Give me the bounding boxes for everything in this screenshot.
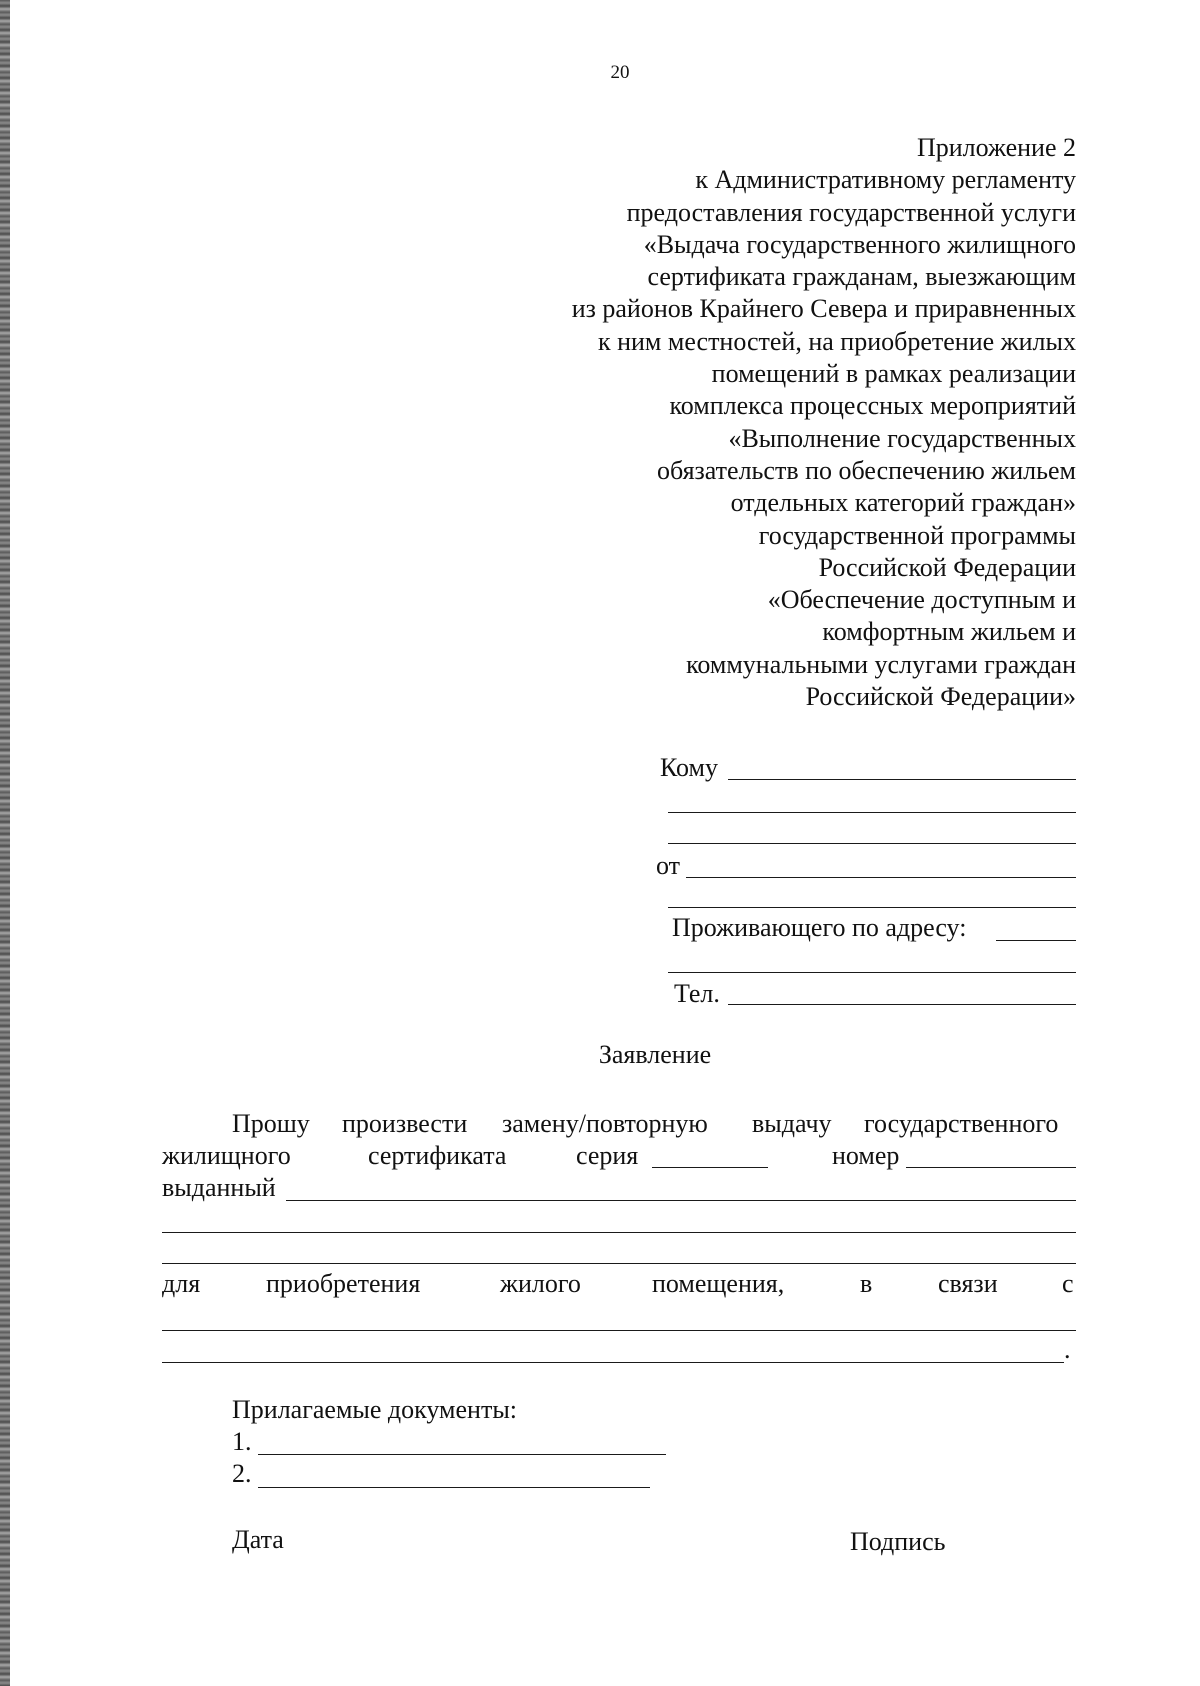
purpose-word: в [860,1269,873,1298]
date-label: Дата [232,1525,284,1554]
to-field-line-3[interactable] [668,843,1076,844]
appendix-line: «Обеспечение доступным и [767,585,1076,615]
issued-label: выданный [162,1173,276,1202]
address-field[interactable] [996,940,1076,941]
appendix-line: из районов Крайнего Севера и приравненных [571,294,1076,324]
request-word: государственного [864,1109,1059,1138]
purpose-word: связи [938,1269,998,1298]
attachments-heading: Прилагаемые документы: [232,1395,518,1424]
appendix-line: «Выдача государственного жилищного [643,229,1076,259]
appendix-line: отдельных категорий граждан» [730,488,1076,518]
purpose-word: помещения, [652,1269,785,1298]
request-word: произвести [342,1109,468,1138]
issued-field[interactable] [286,1200,1076,1201]
page-number: 20 [610,62,630,83]
appendix-line: Российской Федерации» [805,682,1076,712]
appendix-line: комфортным жильем и [822,617,1076,647]
phone-field[interactable] [728,1004,1076,1005]
request-word: жилищного [162,1141,291,1170]
phone-label: Тел. [674,979,720,1008]
series-field[interactable] [652,1167,768,1168]
appendix-line: государственной программы [758,520,1076,550]
number-label: номер [832,1141,900,1170]
request-word: замену/повторную [502,1109,708,1138]
reason-field[interactable] [162,1330,1076,1331]
appendix-line: Российской Федерации [818,552,1076,582]
appendix-line: комплекса процессных мероприятий [669,391,1076,421]
issued-field-line-3[interactable] [162,1263,1076,1264]
attachment-field-1[interactable] [258,1454,666,1455]
appendix-header [436,132,1076,713]
to-field-line-2[interactable] [668,812,1076,813]
address-field-line-2[interactable] [668,972,1076,973]
series-label: серия [576,1141,639,1170]
appendix-line: Приложение 2 [916,133,1076,162]
appendix-line: к ним местностей, на приобретение жилых [597,326,1076,356]
from-field[interactable] [686,877,1076,878]
appendix-line: предоставления государственной услуги [626,197,1076,227]
request-word: сертификата [368,1141,507,1170]
to-label: Кому [660,753,719,782]
attachment-field-2[interactable] [258,1487,650,1488]
to-field[interactable] [728,779,1076,780]
appendix-line: обязательств по обеспечению жильем [657,455,1076,485]
number-field[interactable] [906,1167,1076,1168]
purpose-word: с [1062,1269,1074,1298]
issued-field-line-2[interactable] [162,1232,1076,1233]
from-field-line-2[interactable] [668,907,1076,908]
purpose-word: для [162,1269,201,1298]
appendix-line: помещений в рамках реализации [711,359,1076,389]
attachment-item-number: 1. [232,1427,252,1456]
appendix-line: к Административному регламенту [695,165,1076,195]
address-label: Проживающего по адресу: [672,913,967,942]
end-period: . [1064,1335,1071,1364]
document-title: Заявление [598,1040,712,1069]
appendix-line: сертификата гражданам, выезжающим [647,262,1076,292]
attachment-item-number: 2. [232,1459,252,1488]
appendix-line: «Выполнение государственных [728,423,1076,453]
request-word: Прошу [232,1109,310,1138]
request-word: выдачу [752,1109,832,1138]
from-label: от [656,851,681,880]
appendix-line: коммунальными услугами граждан [686,649,1076,679]
signature-label: Подпись [850,1527,946,1556]
reason-field-line-2[interactable] [162,1362,1064,1363]
scan-edge [0,0,10,1686]
purpose-word: жилого [500,1269,581,1298]
purpose-word: приобретения [266,1269,421,1298]
